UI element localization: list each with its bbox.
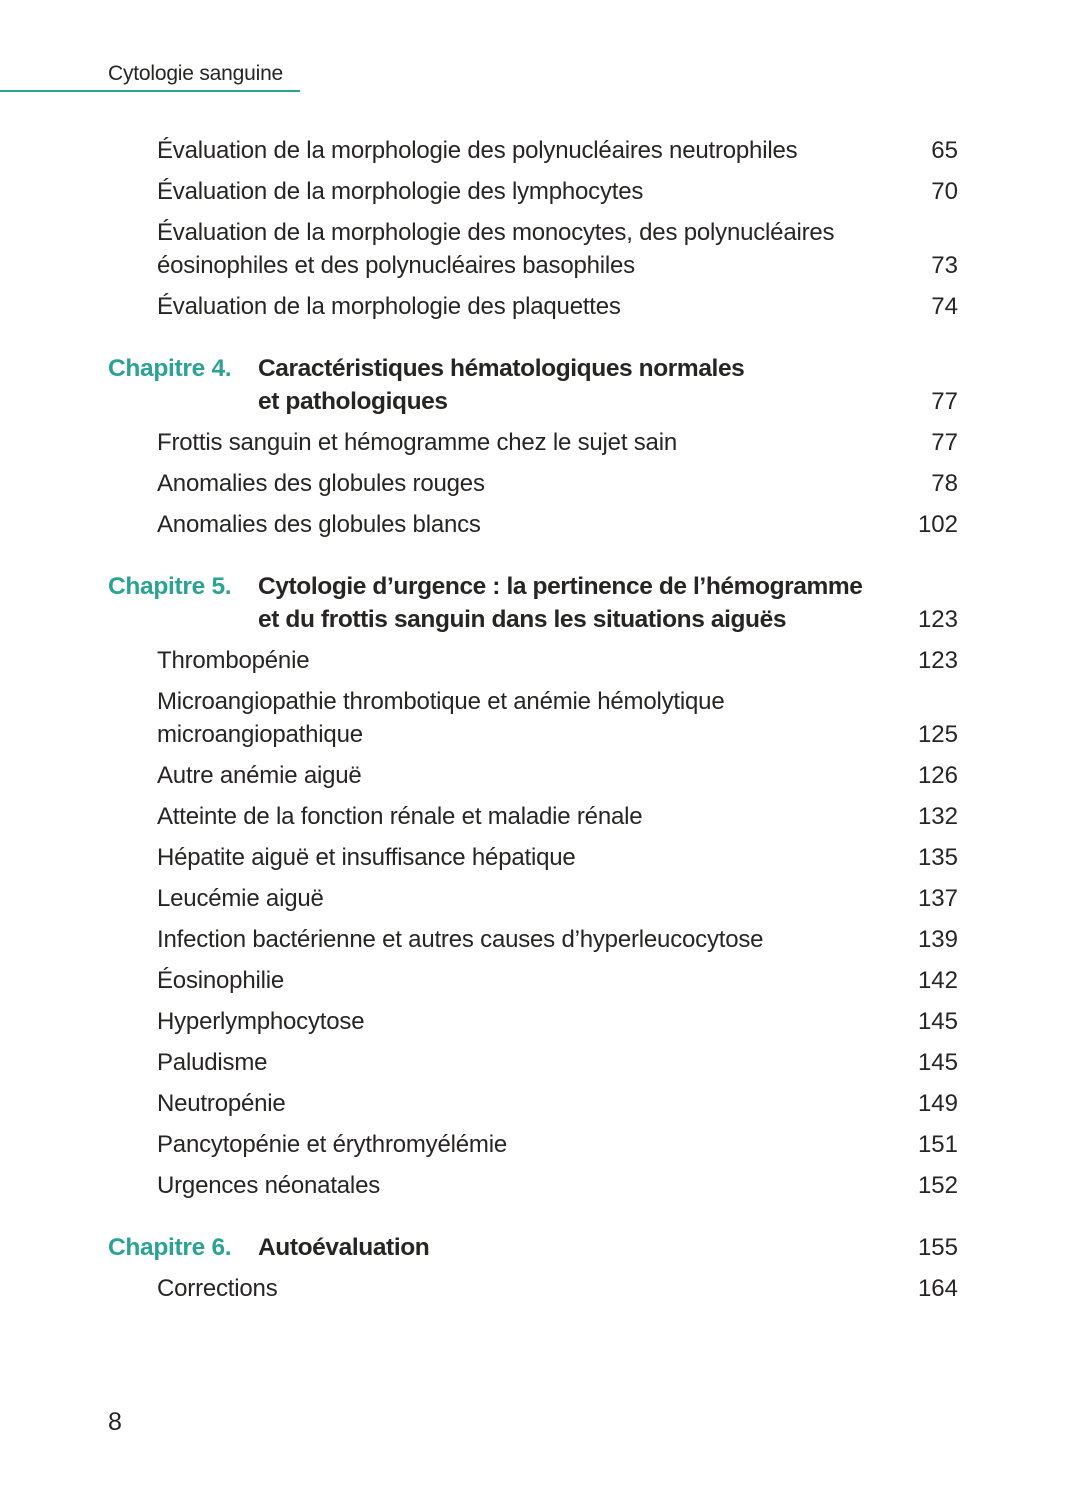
toc-entry-page: 145 xyxy=(917,1049,958,1076)
toc-entry-page: 70 xyxy=(931,178,958,205)
chapter-label: Chapitre 4. xyxy=(108,355,232,382)
toc-entry-label: Atteinte de la fonction rénale et maladie rénale xyxy=(157,803,643,830)
toc-entry-label: Neutropénie xyxy=(157,1090,286,1117)
toc-entry xyxy=(157,175,958,208)
toc-entry-page: 123 xyxy=(917,647,958,674)
toc-section-2-entries xyxy=(157,644,958,1202)
toc-entry xyxy=(157,685,958,751)
toc-entry-page: 74 xyxy=(931,293,958,320)
toc-entry xyxy=(157,759,958,792)
page-number: 8 xyxy=(108,1408,122,1436)
chapter-page: 123 xyxy=(917,606,958,633)
toc-entry xyxy=(157,1046,958,1079)
toc-entry-label xyxy=(157,216,834,282)
toc-entry-label: Pancytopénie et érythromyélémie xyxy=(157,1131,507,1158)
toc-entry-page: 142 xyxy=(917,967,958,994)
chapter-title xyxy=(258,352,902,418)
toc-entry xyxy=(157,426,958,459)
toc-entry-label: Urgences néonatales xyxy=(157,1172,381,1199)
chapter-heading-6 xyxy=(108,1231,958,1264)
toc-entry xyxy=(157,882,958,915)
toc-entry-page: 149 xyxy=(917,1090,958,1117)
toc-entry xyxy=(157,923,958,956)
toc-entry-label: Hépatite aiguë et insuffisance hépatique xyxy=(157,844,576,871)
toc-entry-label: Paludisme xyxy=(157,1049,268,1076)
toc-section-1-entries xyxy=(157,426,958,541)
toc-entry-label-line1: Évaluation de la morphologie des monocytes, des polynucléaires xyxy=(157,219,835,246)
toc-entry xyxy=(157,800,958,833)
chapter-heading-5 xyxy=(108,570,958,636)
chapter-page: 77 xyxy=(931,388,958,415)
chapter-label: Chapitre 5. xyxy=(108,573,232,600)
toc-entry xyxy=(157,841,958,874)
toc-entry-page: 145 xyxy=(917,1008,958,1035)
toc-entry-label: Évaluation de la morphologie des polynucléaires neutrophiles xyxy=(157,137,798,164)
toc-entry-page: 65 xyxy=(931,137,958,164)
toc-entry xyxy=(157,467,958,500)
toc-section-chapitre-5 xyxy=(108,570,958,1202)
toc-entry-page: 126 xyxy=(917,762,958,789)
toc-entry-label-line1: Microangiopathie thrombotique et anémie hémolytique xyxy=(157,688,725,715)
toc-entry-label: Thrombopénie xyxy=(157,647,310,674)
toc-entry-label-line2: microangiopathique xyxy=(157,721,363,748)
toc-entry-label: Autre anémie aiguë xyxy=(157,762,362,789)
chapter-title-line2: et pathologiques xyxy=(258,388,448,415)
chapter-title xyxy=(258,1231,902,1264)
toc-section-chapitre-4 xyxy=(108,352,958,541)
toc-section-0 xyxy=(108,134,958,323)
toc-entry xyxy=(157,1087,958,1120)
toc-entry-page: 125 xyxy=(917,721,958,748)
toc-entry-label: Éosinophilie xyxy=(157,967,285,994)
toc-entry xyxy=(157,644,958,677)
chapter-title-line1: Caractéristiques hématologiques normales xyxy=(258,355,745,382)
toc-entry-label: Frottis sanguin et hémogramme chez le sujet sain xyxy=(157,429,677,456)
toc-entry xyxy=(157,1005,958,1038)
toc-entry xyxy=(157,1128,958,1161)
chapter-heading-4 xyxy=(108,352,958,418)
toc-section-chapitre-6 xyxy=(108,1231,958,1305)
toc-entry-page: 78 xyxy=(931,470,958,497)
toc-entry xyxy=(157,134,958,167)
toc-entry xyxy=(157,216,958,282)
chapter-page: 155 xyxy=(917,1234,958,1261)
toc-section-3-entries xyxy=(157,1272,958,1305)
toc-entry-label: Hyperlymphocytose xyxy=(157,1008,365,1035)
toc-entry-page: 73 xyxy=(931,252,958,279)
toc-entry-label: Anomalies des globules rouges xyxy=(157,470,485,497)
toc-entry-page: 137 xyxy=(917,885,958,912)
chapter-title-line1: Cytologie d’urgence : la pertinence de l’hémogramme xyxy=(258,573,863,600)
toc-entry-page: 132 xyxy=(917,803,958,830)
toc-entry-page: 77 xyxy=(931,429,958,456)
toc-entry xyxy=(157,1272,958,1305)
toc-entry-label: Infection bactérienne et autres causes d’hyperleucocytose xyxy=(157,926,764,953)
toc-entry-label: Évaluation de la morphologie des lymphocytes xyxy=(157,178,644,205)
toc-entry-page: 164 xyxy=(917,1275,958,1302)
toc-entry-page: 102 xyxy=(917,511,958,538)
chapter-title-line2: et du frottis sanguin dans les situations aiguës xyxy=(258,606,787,633)
toc-entry-label xyxy=(157,685,724,751)
toc-entry-label: Évaluation de la morphologie des plaquettes xyxy=(157,293,621,320)
chapter-title xyxy=(258,570,902,636)
toc-entry-label: Corrections xyxy=(157,1275,278,1302)
toc-entry-label: Anomalies des globules blancs xyxy=(157,511,481,538)
toc-entry xyxy=(157,508,958,541)
toc-entry-page: 139 xyxy=(917,926,958,953)
running-header-title: Cytologie sanguine xyxy=(108,62,284,85)
toc-entry xyxy=(157,1169,958,1202)
chapter-label: Chapitre 6. xyxy=(108,1234,232,1261)
toc-section-0-entries xyxy=(157,134,958,323)
toc-entry-page: 151 xyxy=(917,1131,958,1158)
chapter-title-line1: Autoévaluation xyxy=(258,1234,430,1261)
table-of-contents xyxy=(108,134,958,1313)
toc-entry xyxy=(157,964,958,997)
toc-entry-label: Leucémie aiguë xyxy=(157,885,324,912)
header-rule xyxy=(0,90,300,92)
toc-entry-label-line2: éosinophiles et des polynucléaires basophiles xyxy=(157,252,635,279)
toc-entry-page: 152 xyxy=(917,1172,958,1199)
toc-entry-page: 135 xyxy=(917,844,958,871)
toc-entry xyxy=(157,290,958,323)
